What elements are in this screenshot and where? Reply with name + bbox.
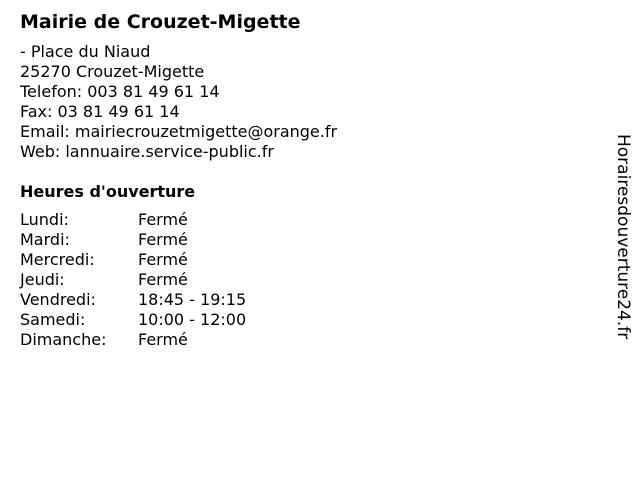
hours-row-monday <box>20 210 580 230</box>
business-card <box>20 10 580 350</box>
opening-hours-title: Heures d'ouverture <box>20 182 196 201</box>
day-hours: 18:45 - 19:15 <box>138 290 247 309</box>
day-label: Vendredi: <box>20 290 96 309</box>
day-label: Dimanche: <box>20 330 107 349</box>
day-hours: Fermé <box>138 210 188 229</box>
hours-row-friday <box>20 290 580 310</box>
day-hours: 10:00 - 12:00 <box>138 310 247 329</box>
phone-number: Telefon: 003 81 49 61 14 <box>20 82 220 101</box>
hours-row-wednesday <box>20 250 580 270</box>
day-hours: Fermé <box>138 250 188 269</box>
business-name: Mairie de Crouzet-Migette <box>20 11 301 33</box>
hours-row-sunday <box>20 330 580 350</box>
day-label: Lundi: <box>20 210 69 229</box>
email-address: Email: mairiecrouzetmigette@orange.fr <box>20 122 338 141</box>
website: Web: lannuaire.service-public.fr <box>20 142 274 161</box>
hours-row-thursday <box>20 270 580 290</box>
address-line-2: 25270 Crouzet-Migette <box>20 62 205 81</box>
day-hours: Fermé <box>138 330 188 349</box>
hours-row-saturday <box>20 310 580 330</box>
day-label: Jeudi: <box>20 270 65 289</box>
opening-hours-list <box>20 210 580 350</box>
site-watermark: Horairesdouverture24.fr <box>613 134 633 340</box>
day-label: Mercredi: <box>20 250 95 269</box>
day-hours: Fermé <box>138 270 188 289</box>
fax-number: Fax: 03 81 49 61 14 <box>20 102 180 121</box>
day-hours: Fermé <box>138 230 188 249</box>
day-label: Samedi: <box>20 310 86 329</box>
hours-row-tuesday <box>20 230 580 250</box>
address-line-1: - Place du Niaud <box>20 42 151 61</box>
day-label: Mardi: <box>20 230 70 249</box>
